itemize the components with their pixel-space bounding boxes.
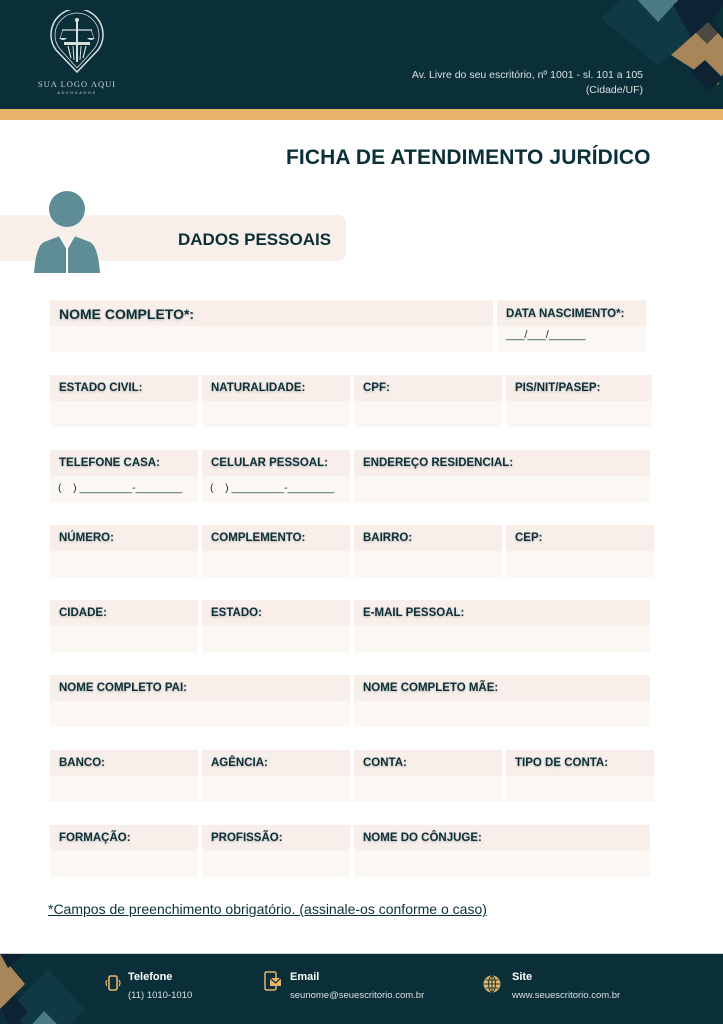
field-value[interactable]: ___/___/______: [506, 329, 586, 341]
field-cpf[interactable]: [354, 375, 502, 427]
field-nome-conjuge[interactable]: [354, 825, 650, 877]
field-pis-nit-pasep[interactable]: [506, 375, 652, 427]
field-label: PROFISSÃO:: [211, 832, 283, 844]
field-label: BAIRRO:: [363, 532, 413, 544]
field-label: CONTA:: [363, 757, 407, 769]
field-label: NÚMERO:: [59, 532, 114, 544]
field-estado[interactable]: [202, 600, 350, 652]
field-label: ESTADO CIVIL:: [59, 382, 143, 394]
field-numero[interactable]: [50, 525, 198, 577]
field-cidade[interactable]: [50, 600, 198, 652]
field-label: CIDADE:: [59, 607, 107, 619]
field-agencia[interactable]: [202, 750, 350, 802]
scales-of-justice-logo-icon: [44, 10, 110, 76]
logo-subtext: ADVOGADOS: [57, 90, 97, 95]
email-title: Email: [290, 971, 320, 983]
field-nome-completo[interactable]: [50, 300, 493, 352]
person-icon: [34, 190, 102, 274]
decorative-diamonds-icon: [0, 954, 90, 1024]
field-endereco-residencial[interactable]: [354, 450, 650, 502]
section-title: DADOS PESSOAIS: [178, 230, 332, 249]
field-complemento[interactable]: [202, 525, 350, 577]
field-banco[interactable]: [50, 750, 198, 802]
logo-text: SUA LOGO AQUI: [37, 79, 117, 89]
field-label: NOME COMPLETO MÃE:: [363, 682, 499, 694]
field-conta[interactable]: [354, 750, 502, 802]
logo: [34, 10, 120, 98]
phone-title: Telefone: [128, 971, 173, 983]
field-nome-mae[interactable]: [354, 675, 650, 727]
field-label: NOME DO CÔNJUGE:: [363, 832, 482, 844]
field-label: PIS/NIT/PASEP:: [515, 382, 601, 394]
footer: [0, 953, 723, 1024]
phone-value: (11) 1010-1010: [128, 990, 193, 1001]
address-line-1: Av. Livre do seu escritório, nº 1001 - sl. 101 a 105: [411, 69, 643, 81]
header: [0, 0, 723, 109]
field-celular-pessoal[interactable]: [202, 450, 350, 502]
field-label: NOME COMPLETO PAI:: [59, 682, 187, 694]
field-label: ENDEREÇO RESIDENCIAL:: [363, 457, 514, 469]
field-label: DATA NASCIMENTO*:: [506, 308, 625, 320]
field-bairro[interactable]: [354, 525, 502, 577]
field-label: NATURALIDADE:: [211, 382, 306, 394]
field-label: TIPO DE CONTA:: [515, 757, 609, 769]
globe-icon: [483, 975, 501, 993]
field-label: CELULAR PESSOAL:: [211, 457, 328, 469]
field-label: CEP:: [515, 532, 543, 544]
field-label: AGÊNCIA:: [211, 757, 268, 769]
field-value[interactable]: ( ) _________-________: [58, 482, 183, 494]
field-label: TELEFONE CASA:: [59, 457, 160, 469]
field-label: COMPLEMENTO:: [211, 532, 306, 544]
phone-icon: [104, 975, 122, 991]
required-fields-note: *Campos de preenchimento obrigatório. (assinale-os conforme o caso): [48, 901, 487, 917]
field-formacao[interactable]: [50, 825, 198, 877]
field-label: NOME COMPLETO*:: [59, 306, 195, 322]
site-title: Site: [512, 971, 533, 983]
decorative-diamonds-icon: [593, 0, 723, 109]
site-value[interactable]: www.seuescritorio.com.br: [512, 990, 621, 1001]
header-accent-band: [0, 109, 723, 120]
address-line-2: (Cidade/UF): [585, 84, 643, 96]
page-title: FICHA DE ATENDIMENTO JURÍDICO: [286, 146, 651, 169]
field-label: ESTADO:: [211, 607, 262, 619]
field-naturalidade[interactable]: [202, 375, 350, 427]
field-estado-civil[interactable]: [50, 375, 198, 427]
field-nome-pai[interactable]: [50, 675, 350, 727]
field-value[interactable]: ( ) _________-________: [210, 482, 335, 494]
field-data-nascimento[interactable]: [497, 300, 646, 352]
field-label: BANCO:: [59, 757, 105, 769]
field-profissao[interactable]: [202, 825, 350, 877]
field-label: FORMAÇÃO:: [59, 832, 131, 844]
field-label: CPF:: [363, 382, 390, 394]
field-cep[interactable]: [506, 525, 654, 577]
field-label: E-MAIL PESSOAL:: [363, 607, 465, 619]
email-icon: [264, 971, 282, 991]
field-tipo-conta[interactable]: [506, 750, 654, 802]
email-value[interactable]: seunome@seuescritorio.com.br: [290, 990, 425, 1001]
field-telefone-casa[interactable]: [50, 450, 198, 502]
field-email-pessoal[interactable]: [354, 600, 650, 652]
